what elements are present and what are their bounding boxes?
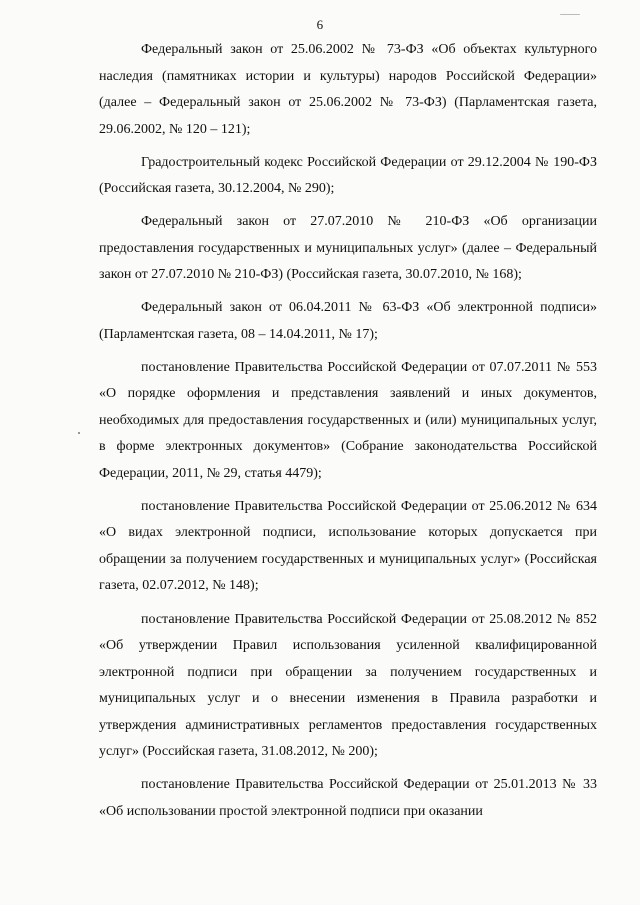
- scan-speck: [78, 432, 80, 434]
- paragraph-law-73-fz: Федеральный закон от 25.06.2002 № 73-ФЗ «Об объектах культурного наследия (памятниках истории и культуры) народов Российской Федерации» (далее – Федеральный закон от 25.06.2002 № 73-ФЗ) (Парламентская газета, 29.06.2002, № 120 – 121);: [99, 42, 597, 137]
- paragraph-resolution-634: постановление Правительства Российской Федерации от 25.06.2012 № 634 «О видах электронной подписи, использование которых допускается при обращении за получением государственных и муниципальных услуг» (Российская газета, 02.07.2012, № 148);: [99, 498, 597, 594]
- paragraph-law-63-fz: Федеральный закон от 06.04.2011 № 63-ФЗ «Об электронной подписи» (Парламентская газета, 08 – 14.04.2011, № 17);: [99, 300, 597, 342]
- paragraph-resolution-852: постановление Правительства Российской Федерации от 25.08.2012 № 852 «Об утверждении Правил использования усиленной квалифицированной электронной подписи при обращении за получением государственных и муниципальных услуг и о внесении изменения в Правила разработки и утверждения административных регламентов предоставления государственных услуг» (Российская газета, 31.08.2012, № 200);: [99, 611, 597, 760]
- document-body: [99, 37, 597, 832]
- paragraph-law-210-fz: Федеральный закон от 27.07.2010 № 210-ФЗ «Об организации предоставления государственных и муниципальных услуг» (далее – Федеральный закон от 27.07.2010 № 210-ФЗ) (Российская газета, 30.07.2010, № 168);: [99, 214, 597, 283]
- page-number: 6: [316, 17, 324, 32]
- paragraph-resolution-33: постановление Правительства Российской Федерации от 25.01.2013 № 33 «Об использовании простой электронной подписи при оказании: [99, 777, 597, 819]
- scan-speck: [560, 14, 580, 15]
- paragraph-urban-planning-code: Градостроительный кодекс Российской Федерации от 29.12.2004 № 190-ФЗ (Российская газета, 30.12.2004, № 290);: [99, 154, 597, 197]
- paragraph-resolution-553: постановление Правительства Российской Федерации от 07.07.2011 № 553 «О порядке оформления и представления заявлений и иных документов, необходимых для предоставления государственных и (или) муниципальных услуг, в форме электронных документов» (Собрание законодательства Российской Федерации, 2011, № 29, статья 4479);: [99, 359, 597, 481]
